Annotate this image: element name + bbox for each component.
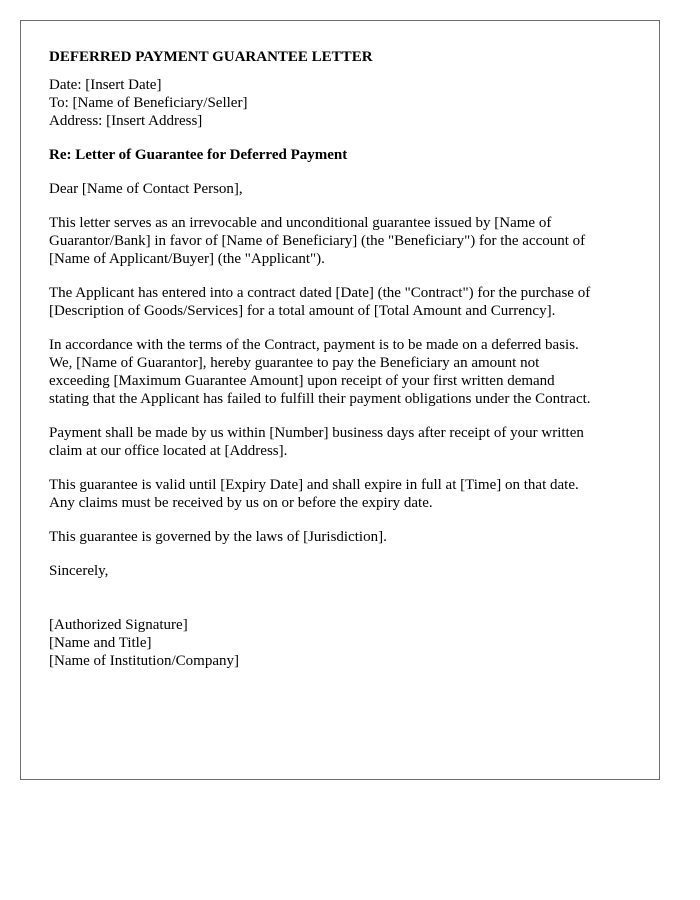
paragraph-line: We, [Name of Guarantor], hereby guarantee to pay the Beneficiary an amount not — [49, 355, 540, 371]
paragraph-line: This guarantee is valid until [Expiry Date] and shall expire in full at [Time] on that date. — [49, 477, 579, 493]
recipient-line: To: [Name of Beneficiary/Seller] — [49, 95, 248, 111]
paragraph-line: [Description of Goods/Services] for a total amount of [Total Amount and Currency]. — [49, 303, 556, 319]
signature-line: [Authorized Signature] — [49, 617, 188, 633]
closing: Sincerely, — [49, 563, 109, 579]
paragraph-jurisdiction — [49, 528, 631, 546]
paragraph-line: Payment shall be made by us within [Number] business days after receipt of your written — [49, 425, 584, 441]
name-title-line: [Name and Title] — [49, 635, 152, 651]
paragraph-line: This guarantee is governed by the laws of [Jurisdiction]. — [49, 529, 387, 545]
letter-title: DEFERRED PAYMENT GUARANTEE LETTER — [49, 49, 373, 65]
paragraph-payment — [49, 424, 631, 460]
letter-header — [49, 76, 631, 130]
date-line: Date: [Insert Date] — [49, 77, 162, 93]
signature-block — [49, 616, 631, 670]
paragraph-contract — [49, 284, 631, 320]
paragraph-validity — [49, 476, 631, 512]
paragraph-line: The Applicant has entered into a contract dated [Date] (the "Contract") for the purchase of — [49, 285, 591, 301]
paragraph-guarantee — [49, 214, 631, 268]
paragraph-line: stating that the Applicant has failed to fulfill their payment obligations under the Contract. — [49, 391, 591, 407]
subject-line: Re: Letter of Guarantee for Deferred Payment — [49, 147, 348, 163]
paragraph-terms — [49, 336, 631, 408]
paragraph-line: exceeding [Maximum Guarantee Amount] upon receipt of your first written demand — [49, 373, 555, 389]
address-line: Address: [Insert Address] — [49, 113, 203, 129]
paragraph-line: This letter serves as an irrevocable and unconditional guarantee issued by [Name of — [49, 215, 552, 231]
letter-page — [20, 20, 660, 780]
paragraph-line: Any claims must be received by us on or before the expiry date. — [49, 495, 433, 511]
paragraph-line: claim at our office located at [Address]. — [49, 443, 288, 459]
paragraph-line: Guarantor/Bank] in favor of [Name of Beneficiary] (the "Beneficiary") for the account of — [49, 233, 586, 249]
institution-line: [Name of Institution/Company] — [49, 653, 239, 669]
paragraph-line: In accordance with the terms of the Contract, payment is to be made on a deferred basis. — [49, 337, 579, 353]
salutation: Dear [Name of Contact Person], — [49, 181, 243, 197]
paragraph-line: [Name of Applicant/Buyer] (the "Applicant"). — [49, 251, 325, 267]
